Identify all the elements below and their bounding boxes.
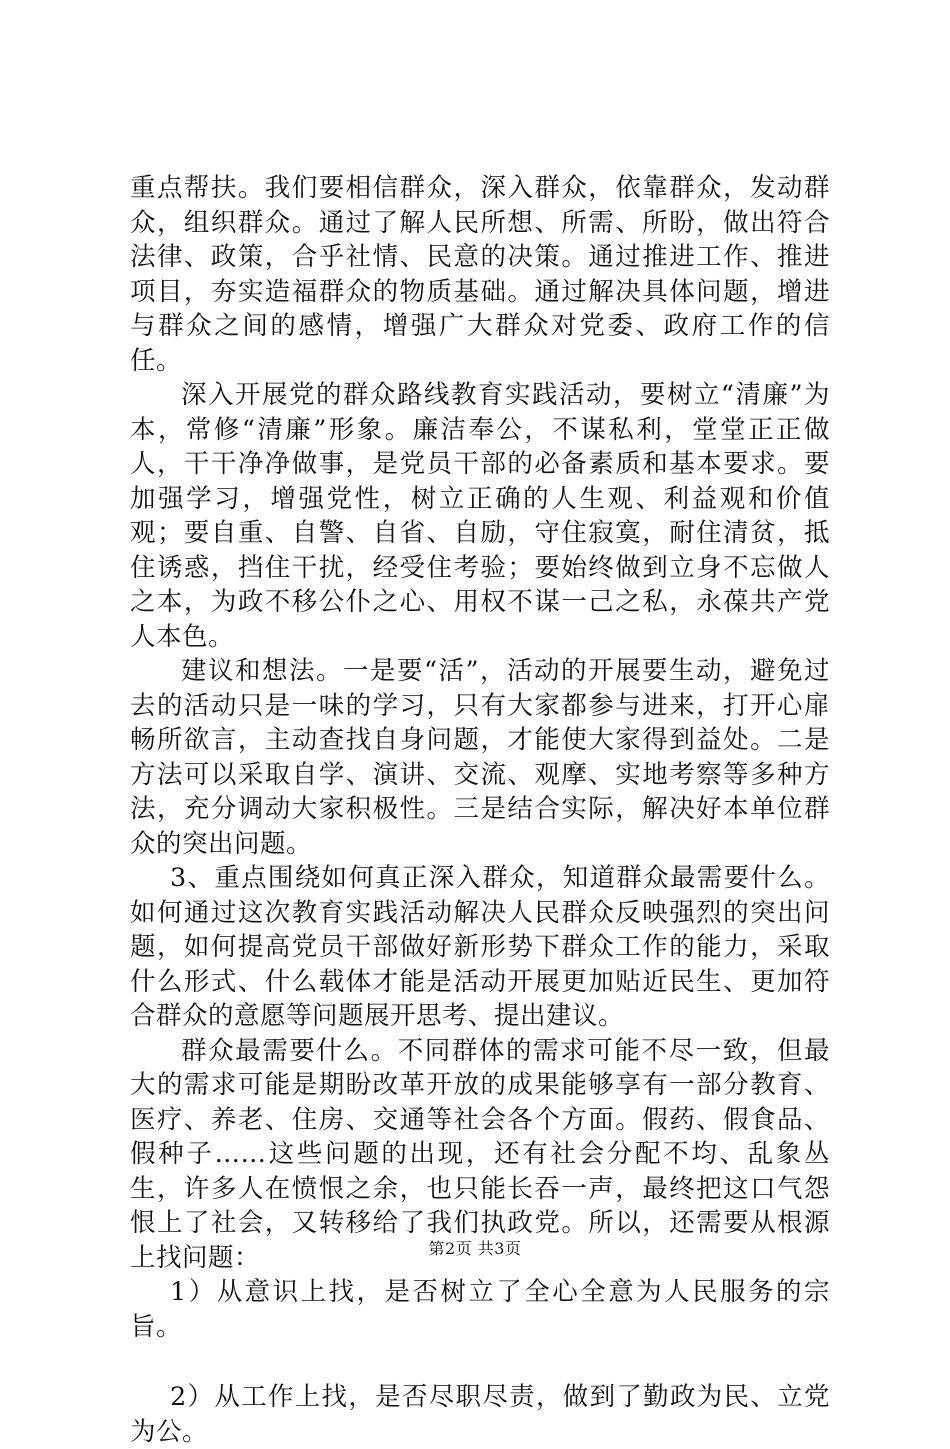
list-item-1: 1）从意识上找，是否树立了全心全意为人民服务的宗旨。 (130, 1277, 830, 1342)
paragraph-masses-needs: 群众最需要什么。不同群体的需求可能不尽一致，但最大的需求可能是期盼改革开放的成果能够享有一部分教育、医疗、养老、住房、交通等社会各个方面。假药、假食品、假种子……这些问题的出现，还有社会分配不均、乱象丛生，许多人在愤恨之余，也只能长吞一声，最终把这口气怨恨上了社会，又转移给了我们执政党。所以，还需要从根源上找问题： (130, 1035, 830, 1273)
list-item-2: 2）从工作上找，是否尽职尽责，做到了勤政为民、立党为公。 (130, 1382, 830, 1447)
page-footer: 第2页 共3页 (428, 1239, 522, 1258)
paragraph-continued: 重点帮扶。我们要相信群众，深入群众，依靠群众，发动群众，组织群众。通过了解人民所想、所需、所盼，做出符合法律、政策，合乎社情、民意的决策。通过推进工作、推进项目，夯实造福群众的物质基础。通过解决具体问题，增进与群众之间的感情，增强广大群众对党委、政府工作的信任。 (130, 173, 830, 376)
paragraph-suggestions: 建议和想法。一是要“活”，活动的开展要生动，避免过去的活动只是一味的学习，只有大家都参与进来，打开心扉畅所欲言，主动查找自身问题，才能使大家得到益处。二是方法可以采取自学、演讲、交流、观摩、实地考察等多种方法，充分调动大家积极性。三是结合实际，解决好本单位群众的突出问题。 (130, 656, 830, 859)
paragraph-point-3: 3、重点围绕如何真正深入群众，知道群众最需要什么。如何通过这次教育实践活动解决人民群众反映强烈的突出问题，如何提高党员干部做好新形势下群众工作的能力，采取什么形式、什么载体才能是活动开展更加贴近民生、更加符合群众的意愿等问题展开思考、提出建议。 (130, 863, 830, 1031)
paragraph-integrity: 深入开展党的群众路线教育实践活动，要树立“清廉”为本，常修“清廉”形象。廉洁奉公，不谋私利，堂堂正正做人，干干净净做事，是党员干部的必备素质和基本要求。要加强学习，增强党性，树立正确的人生观、利益观和价值观；要自重、自警、自省、自励，守住寂寞，耐住清贫，抵住诱惑，挡住干扰，经受住考验；要始终做到立身不忘做人之本，为政不移公仆之心、用权不谋一己之私，永葆共产党人本色。 (130, 380, 830, 652)
